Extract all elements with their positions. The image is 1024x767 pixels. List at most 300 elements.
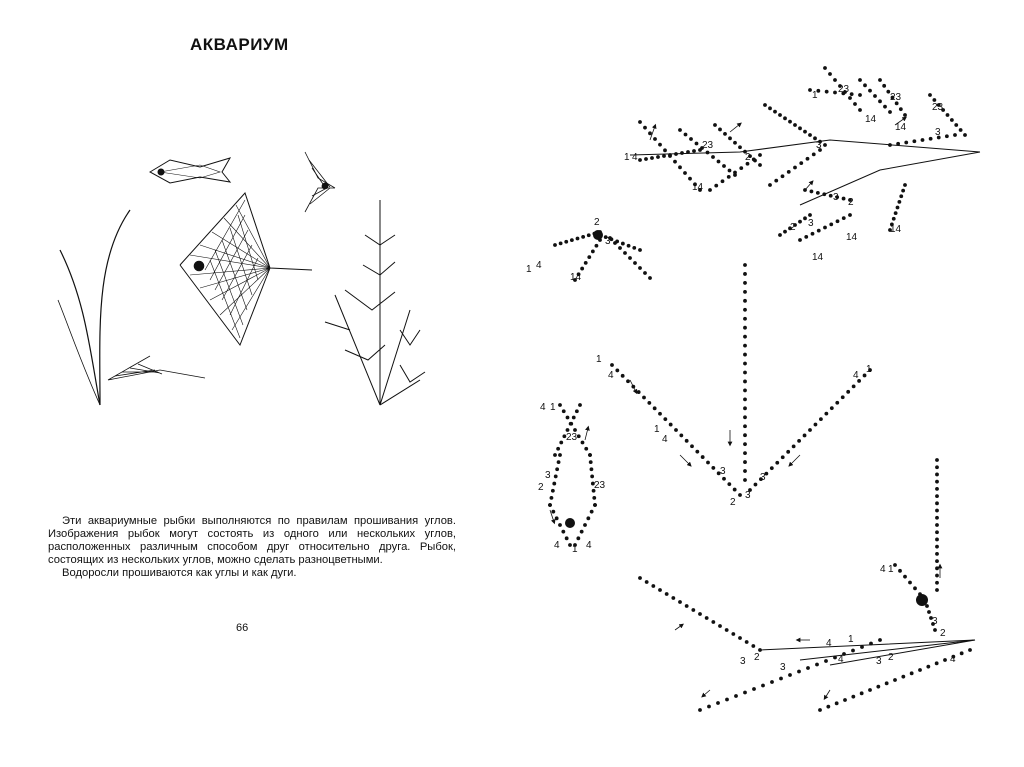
stitch-dot	[559, 241, 563, 245]
stitch-dot	[743, 460, 747, 464]
stitch-dot	[743, 344, 747, 348]
stitch-dot	[638, 120, 642, 124]
stitch-label: 14	[846, 232, 858, 243]
stitch-dot	[665, 592, 669, 596]
stitch-dot	[883, 105, 887, 109]
stitch-dot	[774, 179, 778, 183]
stitch-dot	[695, 142, 699, 146]
stitch-dot	[781, 174, 785, 178]
stitch-dot	[763, 103, 767, 107]
stitch-dot	[615, 369, 619, 373]
stitch-label: 3	[720, 466, 726, 477]
stitch-label: 4	[853, 370, 859, 381]
stitch-dot	[555, 467, 559, 471]
stitch-dot	[913, 586, 917, 590]
stitch-label: 14	[895, 122, 907, 133]
stitch-dot	[818, 708, 822, 712]
stitch-label: 2	[940, 628, 946, 639]
stitch-dot	[717, 160, 721, 164]
stitch-dot	[570, 238, 574, 242]
stitch-dot	[803, 434, 807, 438]
stitch-dot	[798, 220, 802, 224]
stitch-dot	[926, 665, 930, 669]
stitch-dot	[935, 473, 939, 477]
stitch-dot	[671, 596, 675, 600]
stitch-dot	[852, 384, 856, 388]
stitch-dot	[885, 681, 889, 685]
stitch-dot	[899, 107, 903, 111]
stitch-dot	[725, 628, 729, 632]
stitch-dot	[770, 466, 774, 470]
stitch-label: 3	[816, 140, 822, 151]
stitch-dot	[610, 363, 614, 367]
stitch-label: 2	[594, 217, 600, 228]
stitch-dot	[773, 110, 777, 114]
stitch-dot	[621, 242, 625, 246]
stitch-dot	[851, 649, 855, 653]
stitch-label: 1	[812, 90, 818, 101]
stitch-dot	[843, 698, 847, 702]
stitch-dots	[548, 66, 972, 712]
stitch-dot	[812, 152, 816, 156]
stitch-dot	[733, 488, 737, 492]
stitch-dot	[903, 183, 907, 187]
stitch-dot	[896, 206, 900, 210]
stitch-dot	[751, 644, 755, 648]
stitch-dot	[868, 89, 872, 93]
stitch-dot	[658, 143, 662, 147]
stitch-dot	[637, 390, 641, 394]
stitch-dot	[689, 137, 693, 141]
stitch-dot	[826, 705, 830, 709]
stitch-dot	[743, 442, 747, 446]
stitch-dot	[793, 123, 797, 127]
stitch-dot	[743, 290, 747, 294]
stitch-dot	[592, 496, 596, 500]
stitch-dot	[553, 453, 557, 457]
stitch-dot	[561, 530, 565, 534]
stitch-dot	[650, 156, 654, 160]
stitch-dot	[943, 658, 947, 662]
stitch-dot	[691, 608, 695, 612]
stitch-dot	[876, 685, 880, 689]
stitch-dot	[878, 99, 882, 103]
stitch-dot	[558, 453, 562, 457]
stitch-dot	[575, 409, 579, 413]
stitch-dot	[752, 687, 756, 691]
stitch-dot	[738, 493, 742, 497]
stitch-dot	[731, 632, 735, 636]
stitch-dot	[968, 648, 972, 652]
stitch-dot	[678, 600, 682, 604]
stitch-dot	[806, 157, 810, 161]
stitch-dot	[692, 149, 696, 153]
stitch-dot	[556, 447, 560, 451]
stitch-dot	[954, 123, 958, 127]
page-title: АКВАРИУМ	[190, 35, 289, 54]
stitch-label: 2	[745, 152, 751, 163]
stitch-dot	[698, 612, 702, 616]
stitch-dot	[648, 131, 652, 135]
stitch-label: 1	[866, 364, 872, 375]
stitch-dot	[727, 175, 731, 179]
stitch-label: 4	[536, 260, 542, 271]
stitch-dot	[572, 416, 576, 420]
arrow-icon	[790, 455, 800, 465]
stitch-dot	[591, 250, 595, 254]
stitch-dot	[743, 281, 747, 285]
stitch-dot	[658, 412, 662, 416]
stitch-dot	[783, 116, 787, 120]
stitch-dot	[903, 113, 907, 117]
stitch-dot	[590, 475, 594, 479]
stitch-label: 4	[826, 638, 832, 649]
stitch-dot	[578, 403, 582, 407]
stitch-label: 2	[888, 652, 894, 663]
stitch-label: 3	[833, 192, 839, 203]
stitch-dot	[638, 158, 642, 162]
stitch-dot	[808, 213, 812, 217]
stitch-dot	[743, 389, 747, 393]
stitch-dot	[928, 93, 932, 97]
stitch-dot	[878, 78, 882, 82]
stitch-dot	[743, 380, 747, 384]
stitch-dot	[581, 235, 585, 239]
stitch-dot	[935, 588, 939, 592]
stitch-dot	[781, 455, 785, 459]
stitch-dot	[797, 439, 801, 443]
stitch-dot	[743, 263, 747, 267]
stitch-dot	[815, 663, 819, 667]
stitch-dot	[678, 165, 682, 169]
stitch-label: 23	[838, 84, 850, 95]
stitch-dot	[768, 183, 772, 187]
stitch-label: 1	[624, 152, 630, 163]
stitch-dot	[803, 130, 807, 134]
stitch-label: 2	[538, 482, 544, 493]
stitch-dot	[811, 232, 815, 236]
stitch-dot	[808, 133, 812, 137]
stitch-dot	[678, 128, 682, 132]
stitch-dot	[935, 661, 939, 665]
stitch-label: 4	[880, 564, 886, 575]
stitch-dot	[788, 673, 792, 677]
stitch-dot	[788, 120, 792, 124]
stitch-label: 3	[760, 472, 766, 483]
stitch-dot	[633, 261, 637, 265]
stitch-label: 4	[554, 540, 560, 551]
stitch-dot	[695, 450, 699, 454]
stitch-label: 1	[848, 634, 854, 645]
stitch-dot	[642, 396, 646, 400]
stitch-dot	[768, 106, 772, 110]
stitch-dot	[935, 566, 939, 570]
stitch-dot	[918, 668, 922, 672]
stitch-dot	[587, 255, 591, 259]
stitch-dot	[858, 93, 862, 97]
stitch-label: 4	[838, 654, 844, 665]
stitch-dot	[868, 688, 872, 692]
stitch-dot	[743, 691, 747, 695]
stitch-dot	[853, 102, 857, 106]
paragraph-intro: Эти аквариумные рыбки выполняются по правилам прошивания углов. Изображения рыбок могут состоять из одного или нескольких углов, расположенных различным способом друг относительно друга. Рыбок, состоящих из нескольких углов, можно сделать разноцветными.	[48, 515, 456, 566]
stitch-dot	[701, 455, 705, 459]
stitch-dot	[752, 157, 756, 161]
stitch-dot	[706, 461, 710, 465]
stitch-dot	[761, 684, 765, 688]
stitch-label: 14	[890, 224, 902, 235]
stitch-dot	[743, 371, 747, 375]
arrow-icon	[825, 690, 830, 698]
stitch-dot	[711, 466, 715, 470]
stitch-dot	[817, 229, 821, 233]
stitch-dot	[797, 670, 801, 674]
stitch-dot	[638, 248, 642, 252]
stitch-dot	[743, 433, 747, 437]
stitch-dot	[576, 237, 580, 241]
stitch-label: 1	[526, 264, 532, 275]
stitch-label: 3	[935, 127, 941, 138]
stitch-dot	[935, 465, 939, 469]
stitch-dot	[548, 503, 552, 507]
stitch-dot	[960, 651, 964, 655]
stitch-dot	[569, 422, 573, 426]
stitch-dot	[743, 469, 747, 473]
stitch-dot	[554, 475, 558, 479]
stitch-dot	[945, 134, 949, 138]
stitch-dot	[787, 170, 791, 174]
stitch-dot	[953, 133, 957, 137]
stitch-dot	[935, 552, 939, 556]
stitch-dot	[580, 530, 584, 534]
stitch-dot	[559, 441, 563, 445]
stitch-dot	[743, 272, 747, 276]
stitch-label: 1	[888, 564, 894, 575]
stitch-dot	[558, 523, 562, 527]
stitch-dot	[645, 580, 649, 584]
stitch-dot	[778, 113, 782, 117]
stitch-label: 1	[572, 544, 578, 555]
stitch-dot	[683, 171, 687, 175]
arrow-icon	[675, 625, 682, 630]
stitch-dot	[823, 143, 827, 147]
stitch-label: 23	[932, 102, 944, 113]
stitch-dot	[627, 244, 631, 248]
stitch-dot	[799, 161, 803, 165]
stitch-dot	[829, 222, 833, 226]
stitch-dot	[722, 164, 726, 168]
stitch-dot	[725, 698, 729, 702]
stitch-dot	[743, 299, 747, 303]
stitch-dot	[565, 536, 569, 540]
stitch-label: 2	[754, 652, 760, 663]
stitch-dot	[899, 194, 903, 198]
stitch-dot	[743, 451, 747, 455]
stitch-label: 14	[865, 114, 877, 125]
stitch-dot	[935, 581, 939, 585]
stitch-dot	[711, 155, 715, 159]
stitch-dot	[669, 423, 673, 427]
stitch-dot	[833, 91, 837, 95]
stitch-dot	[823, 226, 827, 230]
stitch-dot	[684, 133, 688, 137]
stitch-dot	[927, 610, 931, 614]
stitch-dot	[816, 191, 820, 195]
stitch-dot	[651, 584, 655, 588]
stitch-dot	[638, 266, 642, 270]
page-number: 66	[236, 622, 249, 634]
stitch-dot	[734, 694, 738, 698]
stitch-dot	[743, 353, 747, 357]
stitch-dot	[779, 677, 783, 681]
stitch-dot	[888, 110, 892, 114]
stitch-dot	[743, 424, 747, 428]
stitch-dot	[589, 460, 593, 464]
stitch-label: 4	[608, 370, 614, 381]
stitch-dot	[808, 428, 812, 432]
stitch-dot	[873, 94, 877, 98]
stitch-dot	[673, 160, 677, 164]
stitch-dot	[935, 523, 939, 527]
arrow-icon	[585, 428, 588, 440]
stitch-label: 4	[632, 152, 638, 163]
stitch-dot	[935, 559, 939, 563]
stitch-dot	[935, 509, 939, 513]
stitch-dot	[921, 138, 925, 142]
stitch-dot	[716, 701, 720, 705]
stitch-dot	[688, 177, 692, 181]
stitch-dot	[778, 233, 782, 237]
stitch-dot	[615, 240, 619, 244]
stitch-dot	[552, 482, 556, 486]
stitch-dot	[711, 620, 715, 624]
stitch-dot	[713, 123, 717, 127]
stitch-dot	[739, 166, 743, 170]
stitch-dot	[846, 390, 850, 394]
stitch-dot	[743, 362, 747, 366]
stitch-dot	[743, 317, 747, 321]
stitch-dot	[793, 166, 797, 170]
stitch-dot	[963, 133, 967, 137]
stitch-dot	[733, 171, 737, 175]
stitch-dot	[595, 244, 599, 248]
stitch-dot	[628, 256, 632, 260]
stitch-dot	[935, 501, 939, 505]
stitch-dot	[950, 118, 954, 122]
stitch-label: 23	[702, 140, 714, 151]
stitch-dot	[786, 450, 790, 454]
stitch-label: 4	[540, 402, 546, 413]
eye-icon	[565, 518, 575, 528]
stitch-dot	[714, 184, 718, 188]
stitch-dot	[851, 695, 855, 699]
stitch-dot	[680, 151, 684, 155]
stitch-dot	[590, 467, 594, 471]
stitch-dot	[810, 190, 814, 194]
stitch-dot	[705, 616, 709, 620]
stitch-dot	[564, 240, 568, 244]
stitch-dot	[728, 169, 732, 173]
stitch-dot	[935, 494, 939, 498]
stitch-dot	[584, 447, 588, 451]
stitch-label: 1	[596, 354, 602, 365]
stitch-dot	[935, 574, 939, 578]
stitch-dot	[848, 96, 852, 100]
stitch-dot	[894, 211, 898, 215]
stitch-dot	[824, 659, 828, 663]
stitch-dot	[638, 576, 642, 580]
stitch-dot	[833, 78, 837, 82]
stitch-dot	[580, 267, 584, 271]
stitch-dot	[754, 483, 758, 487]
stitch-dot	[745, 640, 749, 644]
stitch-dot	[648, 276, 652, 280]
stitch-dot	[577, 434, 581, 438]
stitch-dot	[557, 460, 561, 464]
stitch-dot	[863, 83, 867, 87]
stitch-label: 3	[605, 236, 611, 247]
stitch-dot	[643, 126, 647, 130]
stitch-dot	[738, 636, 742, 640]
stitch-dot	[860, 691, 864, 695]
stitch-dot	[825, 90, 829, 94]
stitch-dot	[718, 128, 722, 132]
stitch-dot	[623, 251, 627, 255]
stitch-dot	[656, 155, 660, 159]
stitch-dot	[558, 403, 562, 407]
stitch-label: 4	[586, 540, 592, 551]
stitch-dot	[842, 216, 846, 220]
stitch-dot	[903, 575, 907, 579]
stitch-dot	[685, 604, 689, 608]
stitch-dot	[946, 113, 950, 117]
stitch-dot	[841, 395, 845, 399]
stitch-label: 14	[570, 272, 582, 283]
stitch-dot	[718, 624, 722, 628]
stitch-dot	[858, 108, 862, 112]
stitch-dot	[935, 516, 939, 520]
stitch-dot	[590, 510, 594, 514]
stitch-dot	[935, 480, 939, 484]
stitch-dot	[835, 701, 839, 705]
stitch-dot	[566, 416, 570, 420]
stitch-dot	[662, 154, 666, 158]
stitch-dot	[743, 406, 747, 410]
stitch-dot	[721, 179, 725, 183]
stitch-dot	[593, 503, 597, 507]
stitch-dot	[798, 238, 802, 242]
stitch-dot	[935, 538, 939, 542]
stitch-dot	[643, 271, 647, 275]
paragraph-seaweed: Водоросли прошиваются как углы и как дуги.	[62, 567, 297, 579]
stitch-label: 2	[790, 222, 796, 233]
stitch-dot	[551, 489, 555, 493]
stitch-dot	[898, 569, 902, 573]
stitch-dot	[828, 72, 832, 76]
stitch-dot	[935, 458, 939, 462]
stitch-dot	[835, 401, 839, 405]
stitch-label: 23	[890, 92, 902, 103]
stitch-dot	[679, 434, 683, 438]
arrow-icon	[805, 182, 812, 190]
stitch-dot	[878, 638, 882, 642]
stitch-label: 23	[594, 480, 606, 491]
stitch-dot	[770, 680, 774, 684]
stitch-label: 4	[662, 434, 668, 445]
stitch-dot	[929, 137, 933, 141]
stitch-dot	[882, 84, 886, 88]
stitch-dot	[588, 453, 592, 457]
